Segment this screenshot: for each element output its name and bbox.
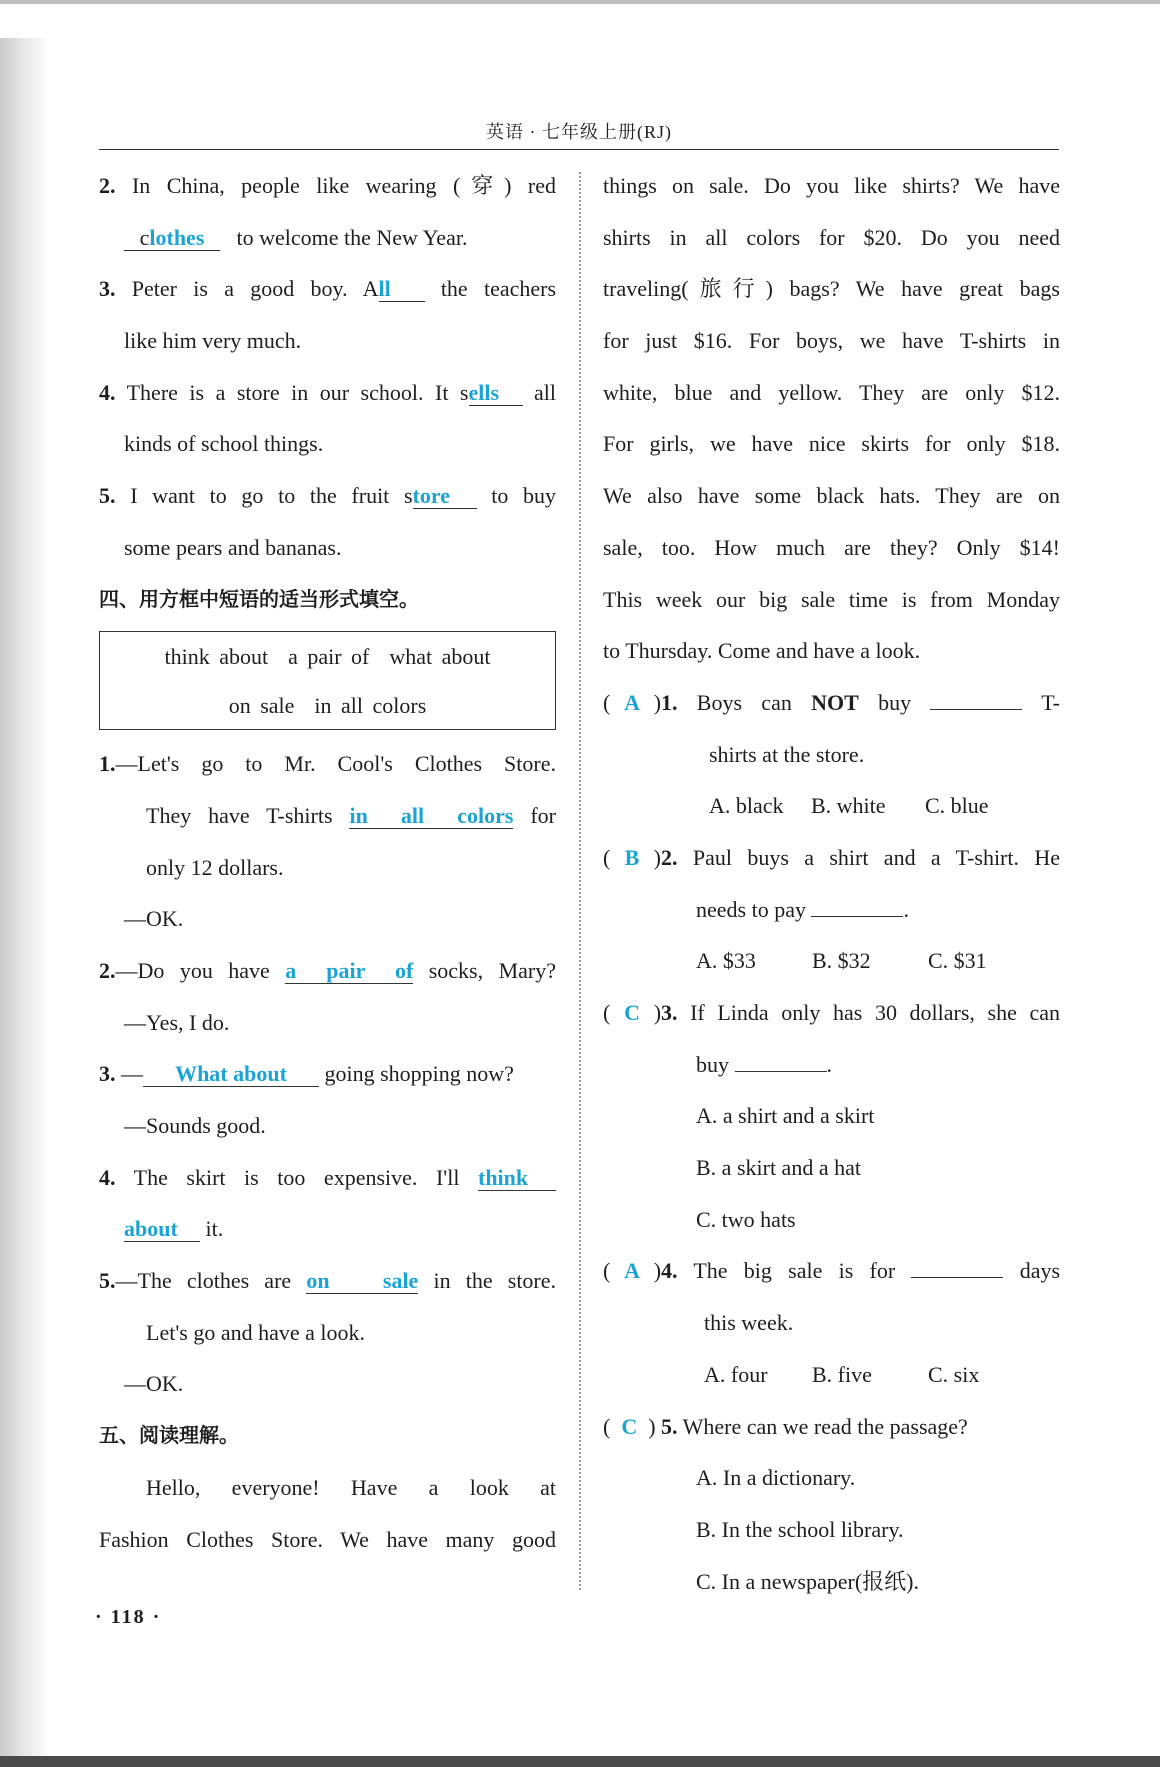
answer-blank[interactable]: What about: [143, 1062, 319, 1087]
column-divider: [579, 172, 581, 1590]
passage-line-6: for just $16. For boys, we have T-shirts in: [603, 328, 1060, 354]
s4-question-5-line-1: 5.—The clothes are on sale in the store.: [99, 1268, 557, 1294]
option-a[interactable]: A. $33: [696, 948, 756, 974]
phrase-box: [99, 631, 556, 730]
header-rule: [99, 149, 1059, 150]
rc-question-5-line-1: ( C ) 5. Where can we read the passage?: [603, 1401, 1060, 1453]
rc-question-5-option-a[interactable]: A. In a dictionary.: [696, 1465, 856, 1491]
passage-line-7: white, blue and yellow. They are only $12.: [603, 379, 1060, 405]
phrase-think-about: think about: [164, 644, 269, 670]
page-number: · 118 ·: [95, 1606, 162, 1628]
s4-question-1-reply: —OK.: [124, 906, 184, 932]
rc-question-4-options: [603, 1349, 1060, 1401]
rc-question-5-option-c[interactable]: C. In a newspaper(报纸).: [696, 1568, 919, 1594]
passage-line-10: sale, too. How much are they? Only $14!: [603, 534, 1060, 560]
s4-question-2-reply: —Yes, I do.: [124, 1009, 230, 1035]
answer-blank[interactable]: in all colors: [349, 802, 514, 828]
answer-blank[interactable]: [735, 1047, 827, 1072]
section-4-title: 四、用方框中短语的适当形式填空。: [99, 586, 419, 611]
rc-question-4-line-1: ( A )4. The big sale is for days: [603, 1245, 1060, 1297]
answer-blank[interactable]: a pair of: [285, 957, 414, 983]
question-3-line-1: 3. Peter is a good boy. All the teachers: [99, 276, 557, 302]
rc-question-1-line-2: shirts at the store.: [709, 741, 865, 767]
answer-blank[interactable]: [930, 685, 1022, 710]
s4-question-4-line-1: 4. The skirt is too expensive. I'll think: [99, 1152, 556, 1204]
rc-question-5-option-b[interactable]: B. In the school library.: [696, 1516, 904, 1542]
rc-question-3-line-2: buy .: [603, 1039, 1060, 1091]
option-c[interactable]: C. blue: [925, 793, 989, 819]
rc-question-1-line-1: ( A )1. Boys can NOT buy T-: [603, 677, 1060, 729]
page-edge-shadow: [0, 38, 50, 1756]
s4-question-3-reply: —Sounds good.: [124, 1113, 266, 1138]
passage-line-8: For girls, we have nice skirts for only $18.: [603, 431, 1060, 457]
answer-blank[interactable]: clothes: [124, 226, 220, 251]
option-a[interactable]: A. four: [704, 1361, 768, 1387]
s4-question-1-line-2: They have T-shirts in all colors for: [146, 802, 557, 828]
rc-question-3-option-c[interactable]: C. two hats: [696, 1206, 796, 1232]
answer-parentheses: ( B ): [603, 844, 661, 870]
question-3-line-2: like him very much.: [124, 328, 302, 354]
option-a[interactable]: A. black: [709, 793, 784, 819]
answer-blank[interactable]: ll: [379, 277, 425, 302]
option-b[interactable]: B. white: [811, 793, 886, 819]
passage-line-5: traveling(旅行) bags? We have great bags: [603, 276, 1060, 302]
answer-blank[interactable]: [911, 1253, 1003, 1278]
question-2-line-2: clothes to welcome the New Year.: [99, 212, 556, 264]
answer-blank[interactable]: about: [124, 1217, 200, 1242]
option-c[interactable]: C. six: [928, 1361, 980, 1387]
rc-question-2-options: [603, 935, 1060, 987]
top-border: [0, 0, 1160, 4]
rc-question-3-option-b[interactable]: B. a skirt and a hat: [696, 1155, 861, 1181]
answer-parentheses: ( C ): [603, 1000, 662, 1025]
rc-question-1-options: [603, 780, 1060, 832]
option-b[interactable]: B. five: [812, 1361, 872, 1387]
s4-question-5-line-2: Let's go and have a look.: [146, 1319, 366, 1345]
right-column: [603, 160, 1060, 1607]
passage-line-3: things on sale. Do you like shirts? We have: [603, 173, 1060, 198]
s4-question-2-line-1: 2.—Do you have a pair of socks, Mary?: [99, 957, 556, 983]
answer-parentheses: ( A ): [603, 689, 662, 715]
s4-question-3-line-1: 3. — What about going shopping now?: [99, 1061, 514, 1087]
page-header: 英语 · 七年级上册(RJ): [486, 122, 672, 142]
rc-question-3-option-a[interactable]: A. a shirt and a skirt: [696, 1103, 875, 1129]
s4-question-5-reply: —OK.: [124, 1371, 184, 1397]
question-4-line-2: kinds of school things.: [124, 431, 324, 457]
option-c[interactable]: C. $31: [928, 948, 987, 974]
question-2-line-1: 2. In China, people like wearing (穿) red: [99, 173, 557, 198]
rc-question-4-line-2: this week.: [704, 1310, 794, 1336]
passage-line-12: to Thursday. Come and have a look.: [603, 638, 921, 664]
passage-line-4: shirts in all colors for $20. Do you need: [603, 224, 1060, 250]
phrase-a-pair-of: a pair of: [288, 644, 370, 670]
phrase-what-about: what about: [389, 644, 491, 670]
rc-question-2-line-1: ( B )2. Paul buys a shirt and a T-shirt. He: [603, 832, 1060, 884]
rc-question-3-line-1: ( C )3. If Linda only has 30 dollars, she can: [603, 987, 1060, 1039]
left-column: [99, 160, 556, 1565]
passage-line-11: This week our big sale time is from Monday: [603, 586, 1060, 612]
rc-question-2-line-2: needs to pay .: [603, 884, 1060, 936]
bottom-border: [0, 1756, 1160, 1767]
question-5-line-2: some pears and bananas.: [124, 534, 342, 560]
answer-blank[interactable]: on sale: [306, 1268, 419, 1294]
passage-line-9: We also have some black hats. They are on: [603, 483, 1060, 509]
s4-question-4-line-2: about it.: [124, 1216, 224, 1242]
section-5-title: 五、阅读理解。: [99, 1423, 239, 1448]
answer-blank[interactable]: tore: [413, 484, 477, 509]
answer-blank[interactable]: think: [478, 1166, 556, 1191]
question-4-line-1: 4. There is a store in our school. It sells all: [99, 379, 557, 405]
passage-line-2: Fashion Clothes Store. We have many good: [99, 1526, 556, 1552]
phrase-on-sale: on sale: [228, 693, 295, 719]
passage-line-1: Hello, everyone! Have a look at: [146, 1474, 556, 1500]
s4-question-1-line-3: only 12 dollars.: [146, 854, 284, 880]
answer-parentheses: ( C ): [603, 1413, 656, 1439]
answer-parentheses: ( A ): [603, 1258, 662, 1284]
s4-question-1-line-1: 1.—Let's go to Mr. Cool's Clothes Store.: [99, 751, 556, 777]
option-b[interactable]: B. $32: [812, 948, 871, 974]
answer-blank[interactable]: ells: [469, 381, 523, 406]
question-5-line-1: 5. I want to go to the fruit store to buy: [99, 483, 557, 509]
answer-blank[interactable]: [811, 892, 903, 917]
phrase-in-all-colors: in all colors: [314, 693, 427, 719]
